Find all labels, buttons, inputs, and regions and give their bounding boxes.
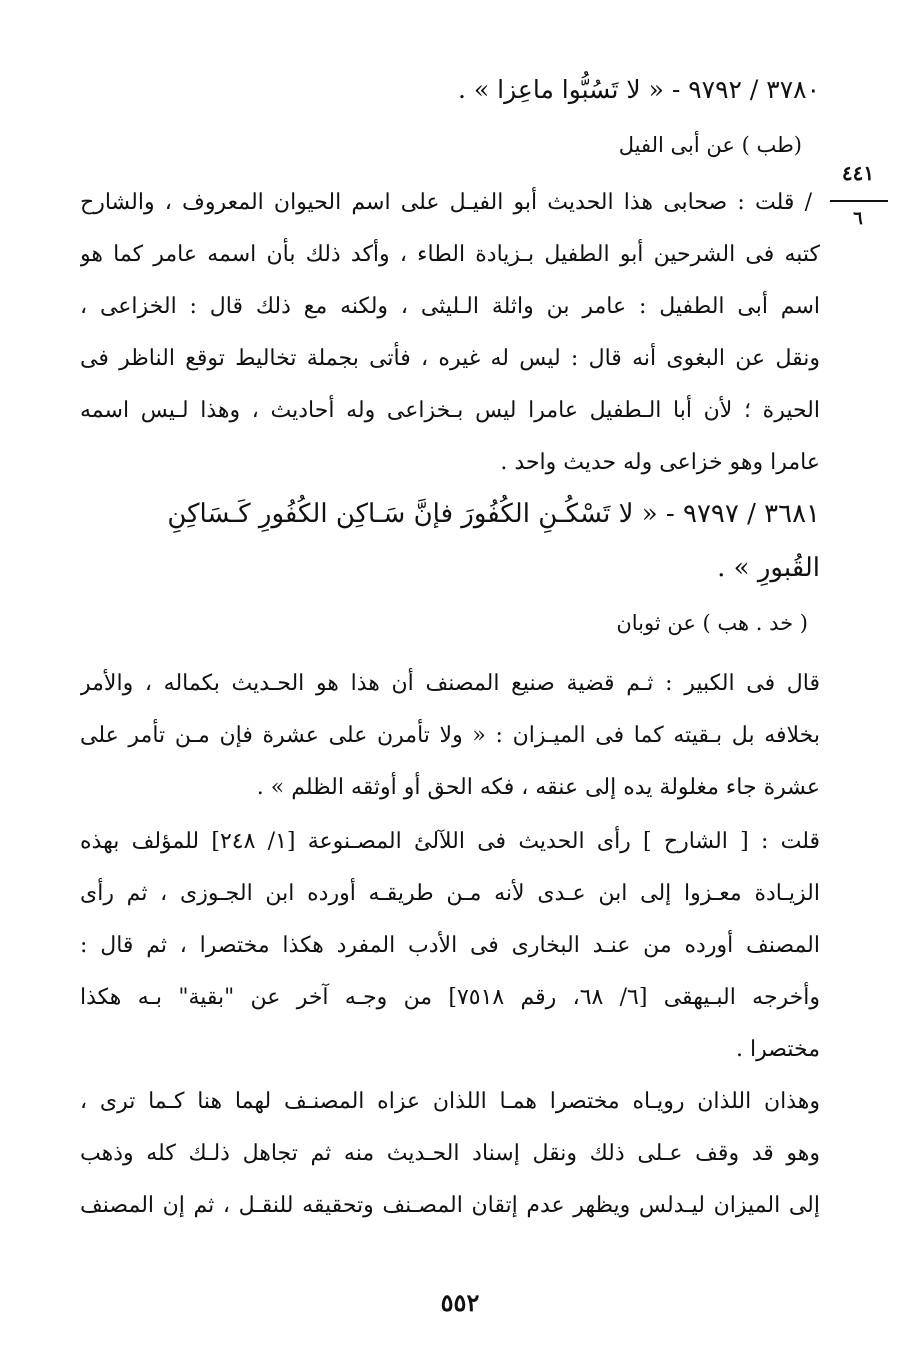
comment-1-line: ونقل عن البغوى أنه قال : ليس له غيره ، فأتى بجملة تخاليط توقع الناظر فى [80,346,820,371]
hadith-3780-source: (طب ) عن أبى الفيل [618,133,802,157]
comment-3-line: الزيـادة معـزوا إلى ابن عـدى لأنه مـن طريقـه أورده ابن الجـوزى ، ثم رأى [80,881,820,906]
comment-1-line: / قلت : صحابى هذا الحديث أبو الفيـل على اسم الحيوان المعروف ، والشارح [80,190,812,215]
hadith-3681-line: ٣٦٨١ / ٩٧٩٧ - « لا تَسْكُـنِ الكُفُورَ فإنَّ سَـاكِن الكُفُورِ كَـسَاكِنِ [167,499,820,529]
comment-4-line: وهذان اللذان رويـاه مختصرا همـا اللذان عزاه المصنـف لهما هنا كـما ترى ، [80,1089,820,1114]
comment-3-line: وأخرجه البـيهقى [٦/ ٦٨، رقم ٧٥١٨] من وجـه آخر عن "بقية" بـه هكذا [80,985,820,1010]
comment-1-line: الحيرة ؛ لأن أبا الـطفيل عامرا ليس بـخزاعى وله أحاديث ، وهذا لـيس اسمه [80,398,820,423]
margin-ref-bottom: ٦ [853,208,863,229]
page-number: ٥٥٢ [440,1288,480,1317]
comment-3-line: قلت : [ الشارح ] رأى الحديث فى اللآلئ المصـنوعة [١/ ٢٤٨] للمؤلف بهذه [80,829,820,854]
comment-2-line: قال فى الكبير : ثـم قضية صنيع المصنف أن هذا هو الحـديث بكماله ، والأمر [80,671,820,696]
comment-1-line: كتبه فى الشرحين أبو الطفيل بـزيادة الطاء ، وأكد ذلك بأن اسمه عامر كما هو [80,242,820,267]
hadith-3681-source: ( خد . هب ) عن ثوبان [616,611,808,635]
comment-4-line: وهو قد وقف عـلى ذلك ونقل إسناد الحـديث منه ثم تجاهل ذلـك كله وذهب [80,1141,820,1166]
comment-4-line: إلى الميزان ليـدلس ويظهر عدم إتقان المصـنف وتحقيقه للنقـل ، ثم إن المصنف [80,1193,820,1218]
comment-1-line: عامرا وهو خزاعى وله حديث واحد . [500,450,820,475]
margin-ref-rule [830,200,888,202]
comment-3-line: المصنف أورده من عنـد البخارى فى الأدب المفرد هكذا مختصرا ، ثم قال : [80,933,820,958]
comment-2-line: عشرة جاء مغلولة يده إلى عنقه ، فكه الحق أو أوثقه الظلم » . [256,775,820,800]
comment-2-line: بخلافه بل بـقيته كما فى الميـزان : « ولا تأمرن على عشرة فإن مـن تأمر على [80,723,820,748]
comment-1-line: اسم أبى الطفيل : عامر بن واثلة الـليثى ، ولكنه مع ذلك قال : الخزاعى ، [80,294,820,319]
hadith-3780-text: ٣٧٨٠ / ٩٧٩٢ - « لا تَسُبُّوا ماعِزا » . [458,75,820,104]
comment-3-line: مختصرا . [736,1037,820,1062]
hadith-3681-line: القُبورِ » . [717,553,820,583]
margin-ref-top: ٤٤١ [841,161,875,185]
